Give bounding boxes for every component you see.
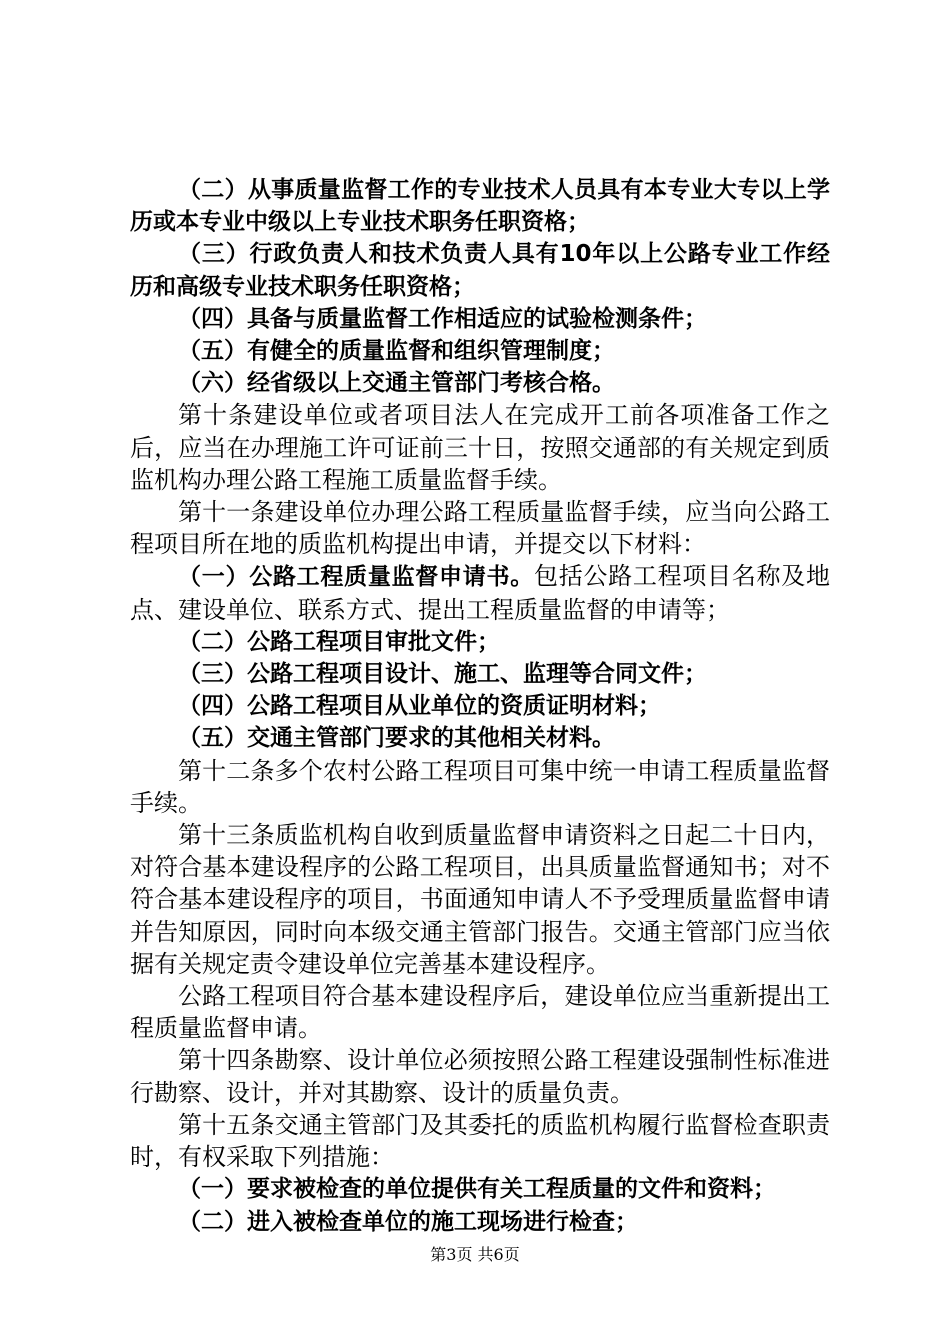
paragraph: （二）公路工程项目审批文件； [178,628,500,655]
paragraph: （二）进入被检查单位的施工现场进行检查； [178,1208,638,1235]
paragraph-text: 包括公路工程项目名称及地点、建设单位、联系方式、提出工程质量监督的申请等； [130,562,831,624]
paragraph: 公路工程项目符合基本建设程序后，建设单位应当重新提出工程质量监督申请。 [130,982,830,1043]
paragraph: （三）行政负责人和技术负责人具有10年以上公路专业工作经历和高级专业技术职务任职资格； [130,241,830,300]
paragraph: （六）经省级以上交通主管部门考核合格。 [178,370,615,397]
paragraph: （二）从事质量监督工作的专业技术人员具有本专业大专以上学历或本专业中级以上专业技术职务任职资格； [130,177,830,236]
paragraph: 第十一条建设单位办理公路工程质量监督手续，应当向公路工程项目所在地的质监机构提出申请，并提交以下材料： [130,498,830,559]
document-body [130,174,830,1238]
paragraph-bold-lead: （一）公路工程质量监督申请书。 [178,564,534,591]
paragraph: （五）交通主管部门要求的其他相关材料。 [178,725,615,752]
paragraph: 第十条建设单位或者项目法人在完成开工前各项准备工作之后，应当在办理施工许可证前三十日，按照交通部的有关规定到质监机构办理公路工程施工质量监督手续。 [130,401,830,494]
paragraph: 第十二条多个农村公路工程项目可集中统一申请工程质量监督手续。 [130,756,830,817]
paragraph: （四）具备与质量监督工作相适应的试验检测条件； [178,305,707,332]
paragraph: 第十五条交通主管部门及其委托的质监机构履行监督检查职责时，有权采取下列措施： [130,1110,830,1172]
page-footer: 第3页 共6页 [430,1245,520,1264]
paragraph: 第十四条勘察、设计单位必须按照公路工程建设强制性标准进行勘察、设计，并对其勘察、设计的质量负责。 [130,1046,830,1107]
paragraph: （三）公路工程项目设计、施工、监理等合同文件； [178,661,707,688]
paragraph: 第十三条质监机构自收到质量监督申请资料之日起二十日内，对符合基本建设程序的公路工程项目，出具质量监督通知书；对不符合基本建设程序的项目，书面通知申请人不予受理质量监督申请并告知原因，同时向本级交通主管部门报告。交通主管部门应当依据有关规定责令建设单位完善基本建设程序。 [130,821,830,978]
paragraph: （四）公路工程项目从业单位的资质证明材料； [178,693,661,720]
paragraph: （一）要求被检查的单位提供有关工程质量的文件和资料； [178,1176,776,1203]
paragraph: （五）有健全的质量监督和组织管理制度； [178,338,615,365]
paragraph [130,560,830,625]
